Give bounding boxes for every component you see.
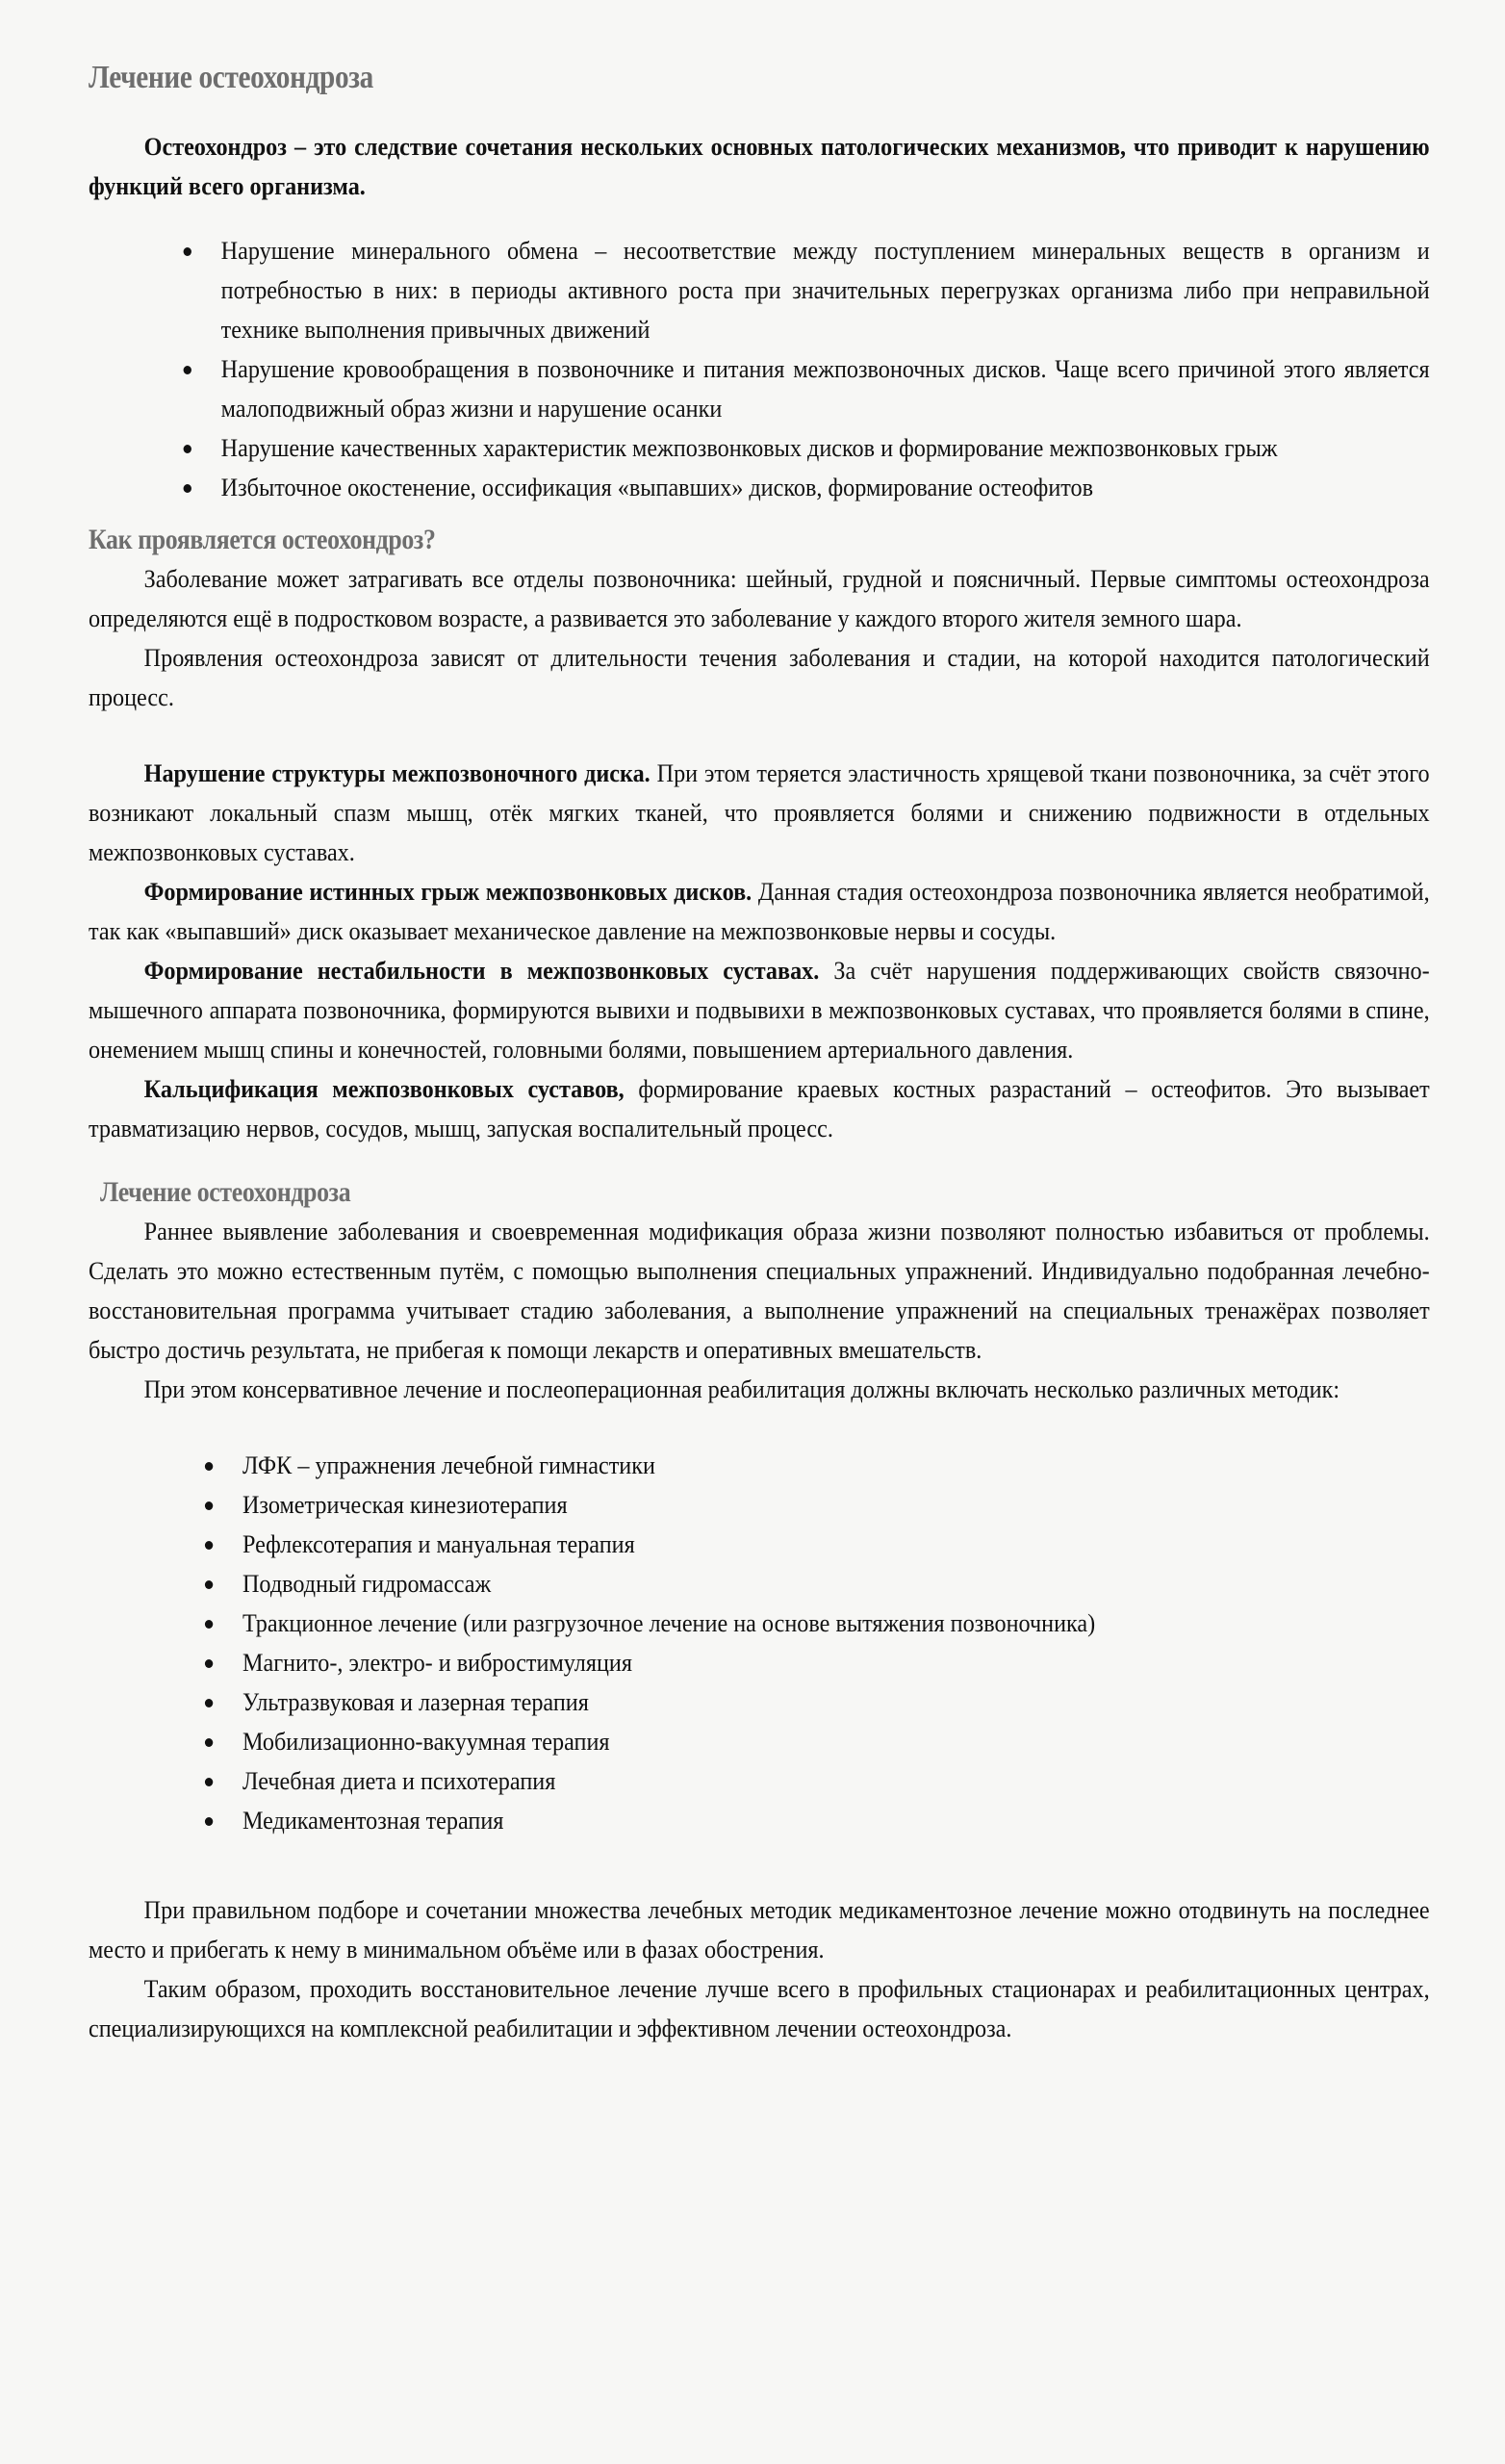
list-item (205, 1604, 1430, 1643)
list-item (184, 468, 1430, 507)
bullet-icon (184, 484, 191, 493)
stage-lead-calcification: Кальцификация межпозвонковых суставов, (143, 1075, 625, 1103)
list-item-label: Избыточное окостенение, оссификация «выпавших» дисков, формирование остеофитов (220, 474, 1094, 501)
list-item (184, 349, 1430, 428)
list-item (184, 231, 1430, 349)
bullet-icon (205, 1778, 213, 1786)
bullet-icon (205, 1817, 213, 1826)
bullet-icon (205, 1699, 213, 1707)
bullet-icon (205, 1502, 213, 1510)
bullet-icon (205, 1541, 213, 1550)
list-item-label: Ультразвуковая и лазерная терапия (242, 1688, 589, 1716)
stage-rest-calcification: формирование краевых костных разрастаний – остеофитов. Это вызывает травматизацию нервов, сосудов, мышц, запуская воспалительный процесс. (89, 1075, 1430, 1142)
spacer (89, 1148, 1430, 1173)
stage-paragraph-structure (89, 754, 1430, 872)
list-item (205, 1722, 1430, 1761)
page-title: Лечение остеохондроза (89, 60, 373, 95)
intro-paragraph (89, 127, 1430, 206)
closing-paragraph-2: Таким образом, проходить восстановительное лечение лучше всего в профильных стационарах и реабилитационных центрах, специализирующихся на комплексной реабилитации и эффективном лечении остеохондроза. (89, 1975, 1430, 2042)
bullet-icon (184, 445, 191, 453)
bullet-icon (205, 1580, 213, 1589)
closing-paragraph-1: При правильном подборе и сочетании множества лечебных методик медикаментозное лечение можно отодвинуть на последнее место и прибегать к нему в минимальном объёме или в фазах обострения. (89, 1896, 1430, 1964)
stage-paragraph-hernia (89, 872, 1430, 951)
list-item-label: Медикаментозная терапия (242, 1807, 504, 1835)
bullet-icon (205, 1738, 213, 1747)
intro-paragraph-text: Остеохондроз – это следствие сочетания нескольких основных патологических механизмов, что приводит к нарушению функций всего организма. (89, 133, 1430, 200)
spacer (89, 206, 1430, 231)
bullet-icon (205, 1620, 213, 1629)
methods-list (89, 1446, 1430, 1840)
stage-lead-instability: Формирование нестабильности в межпозвонковых суставах. (143, 957, 820, 985)
list-item (205, 1682, 1430, 1722)
list-item-label: Магнито-, электро- и вибростимуляция (242, 1649, 632, 1677)
stage-paragraph-instability (89, 951, 1430, 1069)
spacer (89, 507, 1430, 521)
stage-lead-hernia: Формирование истинных грыж межпозвонковых дисков. (143, 878, 752, 906)
list-item-label: Мобилизационно-вакуумная терапия (242, 1728, 610, 1756)
list-item (205, 1643, 1430, 1682)
causes-list (89, 231, 1430, 507)
list-item (205, 1525, 1430, 1564)
list-item-label: Тракционное лечение (или разгрузочное лечение на основе вытяжения позвоночника) (242, 1609, 1096, 1637)
stage-rest-hernia: Данная стадия остеохондроза позвоночника является необратимой, так как «выпавший» диск оказывает механическое давление на межпозвонковые нервы и сосуды. (89, 878, 1430, 945)
bullet-icon (205, 1659, 213, 1668)
spacer (89, 102, 1430, 127)
list-item-label: Нарушение кровообращения в позвоночнике и питания межпозвоночных дисков. Чаще всего причиной этого является малоподвижный образ жизни и нарушение осанки (220, 355, 1430, 423)
manifestation-paragraph-2: Проявления остеохондроза зависят от длительности течения заболевания и стадии, на которой находится патологический процесс. (89, 644, 1430, 711)
list-item-label: Нарушение качественных характеристик межпозвонковых дисков и формирование межпозвонковых грыж (220, 434, 1278, 462)
spacer (89, 1840, 1430, 1890)
stage-lead-structure: Нарушение структуры межпозвоночного диска. (143, 759, 650, 787)
list-item (205, 1446, 1430, 1485)
list-item (205, 1761, 1430, 1801)
stage-rest-structure: При этом теряется эластичность хрящевой ткани позвоночника, за счёт этого возникают локальный спазм мышц, отёк мягких тканей, что проявляется болями и снижению подвижности в отдельных межпозвонковых суставах. (89, 759, 1430, 866)
list-item-label: Изометрическая кинезиотерапия (242, 1491, 568, 1519)
section-heading-manifestation: Как проявляется остеохондроз? (89, 524, 436, 555)
stage-paragraph-calcification (89, 1069, 1430, 1148)
bullet-icon (205, 1462, 213, 1471)
list-item-label: Нарушение минерального обмена – несоответствие между поступлением минеральных веществ в организм и потребностью в них: в периоды активного роста при значительных перегрузках организма либо при неправильной технике выполнения привычных движений (220, 237, 1430, 344)
treatment-paragraph-1: Раннее выявление заболевания и своевременная модификация образа жизни позволяют полностью избавиться от проблемы. Сделать это можно естественным путём, с помощью выполнения специальных упражнений. Индивидуально подобранная лечебно-восстановительная программа учитывает стадию заболевания, а выполнение упражнений на специальных тренажёрах позволяет быстро достичь результата, не прибегая к помощи лекарств и оперативных вмешательств. (89, 1218, 1430, 1364)
list-item (205, 1485, 1430, 1525)
list-item-label: Рефлексотерапия и мануальная терапия (242, 1530, 635, 1558)
spacer (89, 1409, 1430, 1446)
treatment-paragraph-2: При этом консервативное лечение и послеоперационная реабилитация должны включать несколько различных методик: (143, 1375, 1340, 1403)
section-heading-treatment: Лечение остеохондроза (100, 1176, 351, 1208)
list-item-label: ЛФК – упражнения лечебной гимнастики (242, 1451, 655, 1479)
list-item (184, 428, 1430, 468)
manifestation-paragraph-1: Заболевание может затрагивать все отделы позвоночника: шейный, грудной и поясничный. Первые симптомы остеохондроза определяются ещё в подростковом возрасте, а развивается это заболевание у каждого второго жителя земного шара. (89, 565, 1430, 632)
bullet-icon (184, 366, 191, 374)
list-item-label: Лечебная диета и психотерапия (242, 1767, 556, 1795)
stage-rest-instability: За счёт нарушения поддерживающих свойств связочно-мышечного аппарата позвоночника, формируются вывихи и подвывихи в межпозвонковых суставах, что проявляется болями в спине, онемением мышц спины и конечностей, головными болями, повышением артериального давления. (89, 957, 1430, 1064)
list-item (205, 1564, 1430, 1604)
list-item (205, 1801, 1430, 1840)
bullet-icon (184, 247, 191, 256)
spacer (89, 717, 1430, 754)
list-item-label: Подводный гидромассаж (242, 1570, 492, 1598)
